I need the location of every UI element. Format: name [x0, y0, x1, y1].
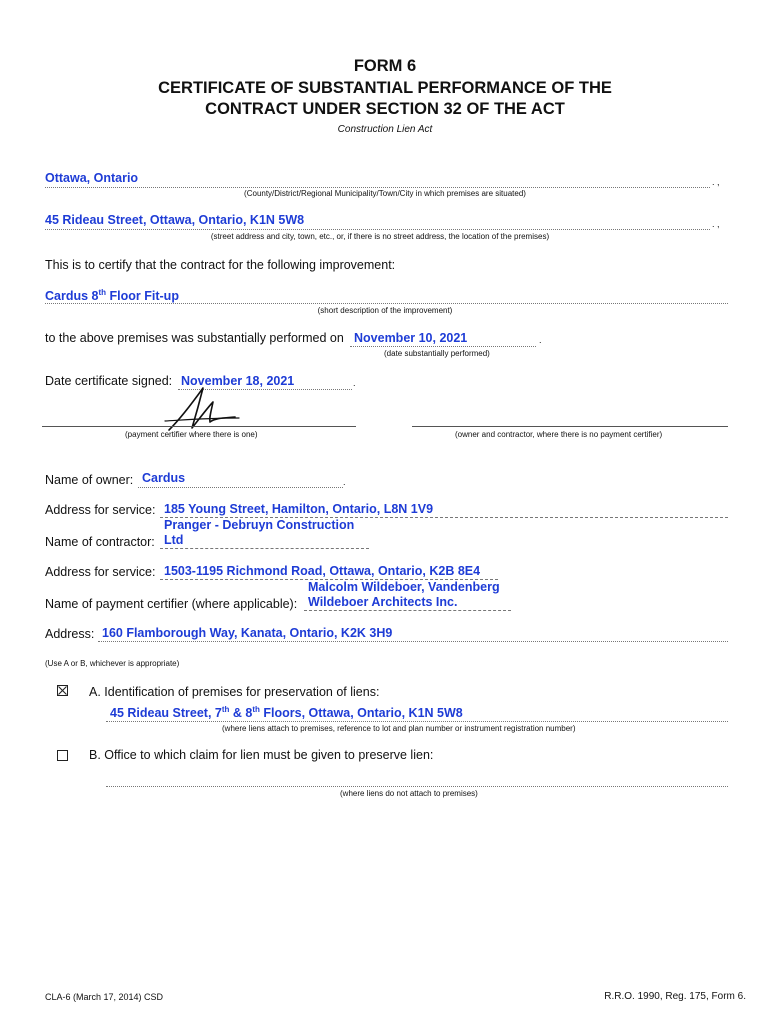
municipality-line [45, 187, 710, 188]
performed-caption: (date substantially performed) [384, 349, 490, 358]
footer-right: R.R.O. 1990, Reg. 175, Form 6. [604, 991, 746, 1002]
certifier-address-field[interactable]: 160 Flamborough Way, Kanata, Ontario, K2K 3H9 [102, 626, 393, 640]
certifier-address-label: Address: [45, 627, 95, 641]
owner-trailing: . [343, 477, 346, 487]
options-note: (Use A or B, whichever is appropriate) [45, 659, 180, 668]
municipality-field[interactable]: Ottawa, Ontario [45, 171, 139, 185]
option-b-caption: (where liens do not attach to premises) [340, 789, 478, 798]
contractor-label: Name of contractor: [45, 535, 155, 549]
owner-address-field[interactable]: 185 Young Street, Hamilton, Ontario, L8N 1V9 [164, 502, 434, 516]
footer-left: CLA-6 (March 17, 2014) CSD [45, 992, 164, 1002]
payment-certifier-label: Name of payment certifier (where applicable): [45, 597, 298, 611]
address-trailing: . , [712, 219, 720, 229]
signature-line-right [412, 426, 728, 427]
improvement-field[interactable]: Cardus 8th Floor Fit-up [45, 288, 179, 304]
address-caption: (street address and city, town, etc., or, if there is no street address, the location of the premises) [210, 232, 550, 241]
performed-date-field[interactable]: November 10, 2021 [354, 331, 468, 345]
contractor-line [160, 548, 369, 549]
option-a-field[interactable]: 45 Rideau Street, 7th & 8th Floors, Ottawa, Ontario, K1N 5W8 [110, 705, 463, 721]
signature-right-caption: (owner and contractor, where there is no payment certifier) [455, 430, 663, 439]
signature-image [163, 384, 243, 436]
payment-certifier-field-line1[interactable]: Malcolm Wildeboer, Vandenberg [308, 580, 500, 594]
performed-line [350, 346, 536, 347]
signature-line-left [42, 426, 356, 427]
performed-trailing: . [539, 335, 542, 345]
signature-left-caption: (payment certifier where there is one) [125, 430, 258, 439]
option-a-line [106, 721, 728, 722]
contractor-address-label: Address for service: [45, 565, 156, 579]
option-a-label: A. Identification of premises for preservation of liens: [89, 685, 380, 699]
form-number: FORM 6 [353, 57, 417, 75]
contractor-field-line1[interactable]: Pranger - Debruyn Construction [164, 518, 355, 532]
contractor-field-line2[interactable]: Ltd [164, 533, 184, 547]
improvement-caption: (short description of the improvement) [317, 306, 453, 315]
option-a-caption: (where liens attach to premises, reference to lot and plan number or instrument registration number) [222, 724, 576, 733]
contractor-address-field[interactable]: 1503-1195 Richmond Road, Ottawa, Ontario, K2B 8E4 [164, 564, 481, 578]
date-signed-label: Date certificate signed: [45, 374, 173, 388]
owner-field[interactable]: Cardus [142, 471, 186, 485]
certifier-address-line [98, 641, 728, 642]
owner-address-label: Address for service: [45, 503, 156, 517]
payment-certifier-line [304, 610, 511, 611]
improvement-line [45, 303, 728, 304]
act-name: Construction Lien Act [337, 124, 433, 135]
option-b-line [106, 786, 728, 787]
owner-line [138, 487, 343, 488]
certify-text: This is to certify that the contract for the following improvement: [45, 258, 396, 272]
date-signed-trailing: . [353, 378, 356, 388]
option-a-checkbox[interactable] [57, 685, 68, 696]
form-title-line2: CONTRACT UNDER SECTION 32 OF THE ACT [205, 100, 565, 118]
form-title-line1: CERTIFICATE OF SUBSTANTIAL PERFORMANCE OF THE [158, 79, 612, 97]
performed-label: to the above premises was substantially performed on [45, 331, 344, 345]
owner-label: Name of owner: [45, 473, 134, 487]
municipality-trailing: . , [712, 177, 720, 187]
checkbox-x-icon [58, 686, 67, 695]
payment-certifier-field-line2[interactable]: Wildeboer Architects Inc. [308, 595, 458, 609]
municipality-caption: (County/District/Regional Municipality/Town/City in which premises are situated) [244, 189, 526, 198]
option-b-checkbox[interactable] [57, 750, 68, 761]
address-line [45, 229, 710, 230]
address-field[interactable]: 45 Rideau Street, Ottawa, Ontario, K1N 5W8 [45, 213, 305, 227]
date-signed-field[interactable]: November 18, 2021 [181, 374, 295, 388]
option-b-label: B. Office to which claim for lien must be given to preserve lien: [89, 748, 434, 762]
